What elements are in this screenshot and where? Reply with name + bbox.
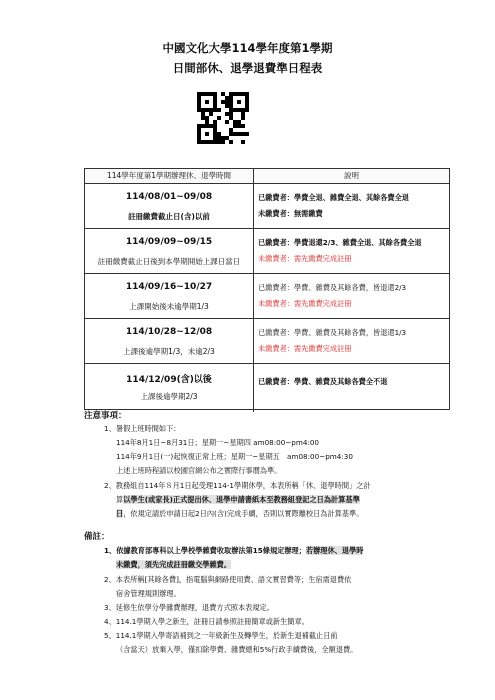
note-line: 114年9月1日(一)起恢復正常上班；星期一~星期五 am08:00~pm4:30 bbox=[116, 452, 353, 461]
period-note: 註冊繳費截止日(含)以前 bbox=[128, 212, 210, 221]
period-date: 114/12/09(含)以後 bbox=[126, 375, 212, 385]
table-row bbox=[85, 184, 449, 229]
table-row bbox=[85, 319, 449, 364]
column-header-description: 說明 bbox=[344, 171, 359, 180]
refund-schedule-table bbox=[84, 168, 450, 410]
period-note: 上課後逾學期1/3，未逾2/3 bbox=[123, 347, 215, 356]
note-item: 2、教務組自114年８月1日起受理114-1學期休學，本表所稱「休、退學時間」之計 bbox=[104, 481, 371, 490]
table-header bbox=[85, 169, 449, 184]
paid-description: 已繳費者：學費、雜費及其餘各費，皆退還2/3 bbox=[258, 283, 407, 292]
qr-code bbox=[197, 92, 249, 144]
document-subtitle: 日間部休、退學退費準日程表 bbox=[172, 61, 323, 75]
highlighted-text: 日 bbox=[116, 509, 124, 518]
unpaid-description: 未繳費者：需先繳費完成註冊 bbox=[258, 299, 352, 308]
period-note: 上課後逾學期2/3 bbox=[140, 392, 198, 401]
remark-item: 4、114.1學期入學之新生，註冊日請參照註冊簡章或新生簡章。 bbox=[104, 617, 309, 626]
remark-line: （含當天）放棄入學，僅扣除學費、雜費總和5%行政手續費後，全額退費。 bbox=[116, 645, 358, 654]
period-date: 114/09/09~09/15 bbox=[125, 237, 213, 247]
period-note: 註冊繳費截止日後到本學期開始上課日當日 bbox=[97, 257, 241, 266]
period-date: 114/08/01~09/08 bbox=[125, 192, 213, 202]
paid-description: 已繳費者：學費全退、雜費全退、其餘各費全退 bbox=[258, 193, 409, 202]
remark-item: 1、依據教育部專科以上學校學雜費收取辦法第15條規定辦理；若辦理休、退學時 bbox=[104, 546, 364, 555]
unpaid-description: 未繳費者：無需繳費 bbox=[258, 209, 323, 218]
note-line: 上述上班時程請以校園官網公布之實際行事曆為準。 bbox=[116, 466, 282, 475]
note-line: 算以學生(或家長)正式提出休、退學申請書紙本至教務組登記之日為計算基準 bbox=[116, 495, 360, 504]
remark-item: 2、本表所稱[其餘各費]，指電腦與網路使用費、語文實習費等；生宿需退費依 bbox=[104, 575, 352, 584]
remarks-heading: 備註： bbox=[84, 532, 110, 542]
unpaid-description: 未繳費者：需先繳費完成註冊 bbox=[258, 344, 352, 353]
remark-line: 宿舍管理規則辦理。 bbox=[116, 589, 181, 598]
highlighted-text: 以學生(或家長)正式提出休、退學申請書紙本至教務組登記之日為計算基準 bbox=[123, 495, 360, 504]
highlighted-text: 若辦理休、退學時 bbox=[305, 546, 364, 555]
remark-item: 5、114.1學期入學寄語補到之一年級新生及轉學生，於新生退補截止日前 bbox=[104, 631, 338, 640]
note-item: 1、暑假上班時間如下： bbox=[104, 424, 181, 433]
period-note: 上課開始後未逾學期1/3 bbox=[129, 302, 209, 311]
note-line: 114年8月1日~8月31日；星期一~星期四 am08:00~pm4:00 bbox=[116, 438, 320, 447]
highlighted-text: 未繳費，須先完成註冊繳交學雜費。 bbox=[116, 560, 232, 569]
remark-item: 3、延修生依學分學雜費辦理，退費方式照本表規定。 bbox=[104, 603, 274, 612]
table-row bbox=[85, 229, 449, 274]
paid-description: 已繳費者：學費退還2/3、雜費全退、其餘各費全退 bbox=[258, 238, 422, 247]
table-row bbox=[85, 274, 449, 319]
period-date: 114/09/16~10/27 bbox=[125, 282, 213, 292]
paid-description: 已繳費者：學費、雜費及其餘各費，皆退還1/3 bbox=[258, 328, 407, 337]
notes-heading: 注意事項： bbox=[84, 411, 127, 421]
remark-line bbox=[116, 560, 231, 570]
note-line: 日，依規定請於申請日起2日內(含)完成手續，否則以實際離校日為計算基準。 bbox=[116, 509, 364, 518]
table-row bbox=[85, 364, 449, 412]
period-date: 114/10/28~12/08 bbox=[125, 327, 213, 337]
unpaid-description: 未繳費者：需先繳費完成註冊 bbox=[258, 254, 352, 263]
document-title: 中國文化大學114學年度第1學期 bbox=[162, 41, 333, 55]
column-header-period: 114學年度第1學期辦理休、退學時間 bbox=[85, 169, 254, 183]
paid-description: 已繳費者：學費、雜費及其餘各費全不退 bbox=[258, 377, 388, 386]
